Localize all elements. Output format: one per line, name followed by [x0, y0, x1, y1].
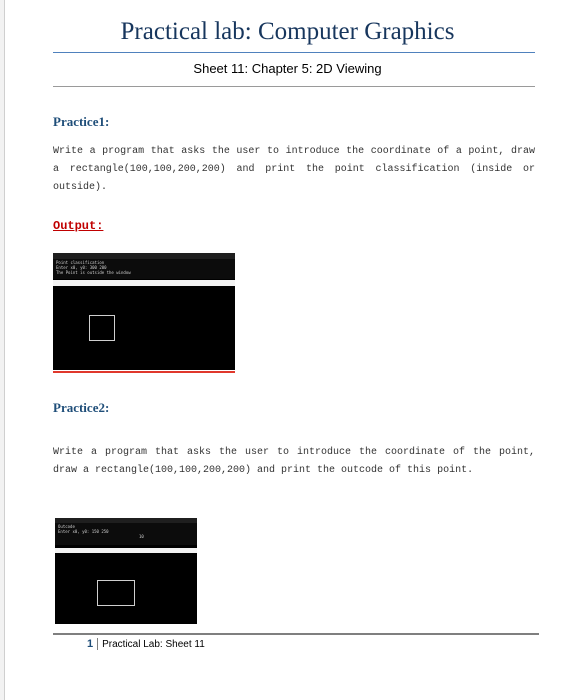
page-number: 1 [87, 638, 98, 650]
document-page [4, 0, 569, 700]
practice1-screenshot [53, 253, 235, 370]
output-label: Output: [53, 219, 104, 233]
practice1-heading: Practice1: [53, 114, 110, 129]
practice2-screenshot [55, 518, 197, 624]
clip-window-rectangle [97, 580, 135, 606]
console-line: Enter x0, y0: 300 200 [56, 265, 107, 270]
page-title: Practical lab: Computer Graphics [120, 18, 455, 45]
console-line: The Point is outside the window [56, 270, 131, 275]
console-line: Enter x0, y0: 150 250 [58, 529, 109, 534]
practice1-text: Write a program that asks the user to introduce the coordinate of a point, draw a rectangle(100,100,200,200) and print the point classification (inside or outside). [53, 146, 535, 193]
footer-text: Practical Lab: Sheet 11 [102, 638, 205, 650]
clip-window-rectangle [89, 315, 115, 341]
console-window [53, 259, 235, 279]
graphics-window-titlebar [53, 280, 235, 286]
console-line: 10 [139, 534, 144, 539]
title-rule [53, 52, 535, 53]
practice2-heading: Practice2: [53, 400, 110, 415]
subtitle-rule [53, 86, 535, 87]
output-underline [53, 371, 235, 373]
footer-rule [53, 633, 539, 635]
page-subtitle: Sheet 11: Chapter 5: 2D Viewing [193, 61, 382, 76]
graphics-window-titlebar [55, 548, 197, 553]
practice2-text: Write a program that asks the user to introduce the coordinate of the point, draw a rectangle(100,100,200,200) and print the outcode of this point. [53, 447, 535, 476]
console-line: Outcode [58, 524, 75, 529]
footer [87, 638, 205, 650]
console-window [55, 523, 197, 545]
console-line: Point classification [56, 260, 105, 265]
